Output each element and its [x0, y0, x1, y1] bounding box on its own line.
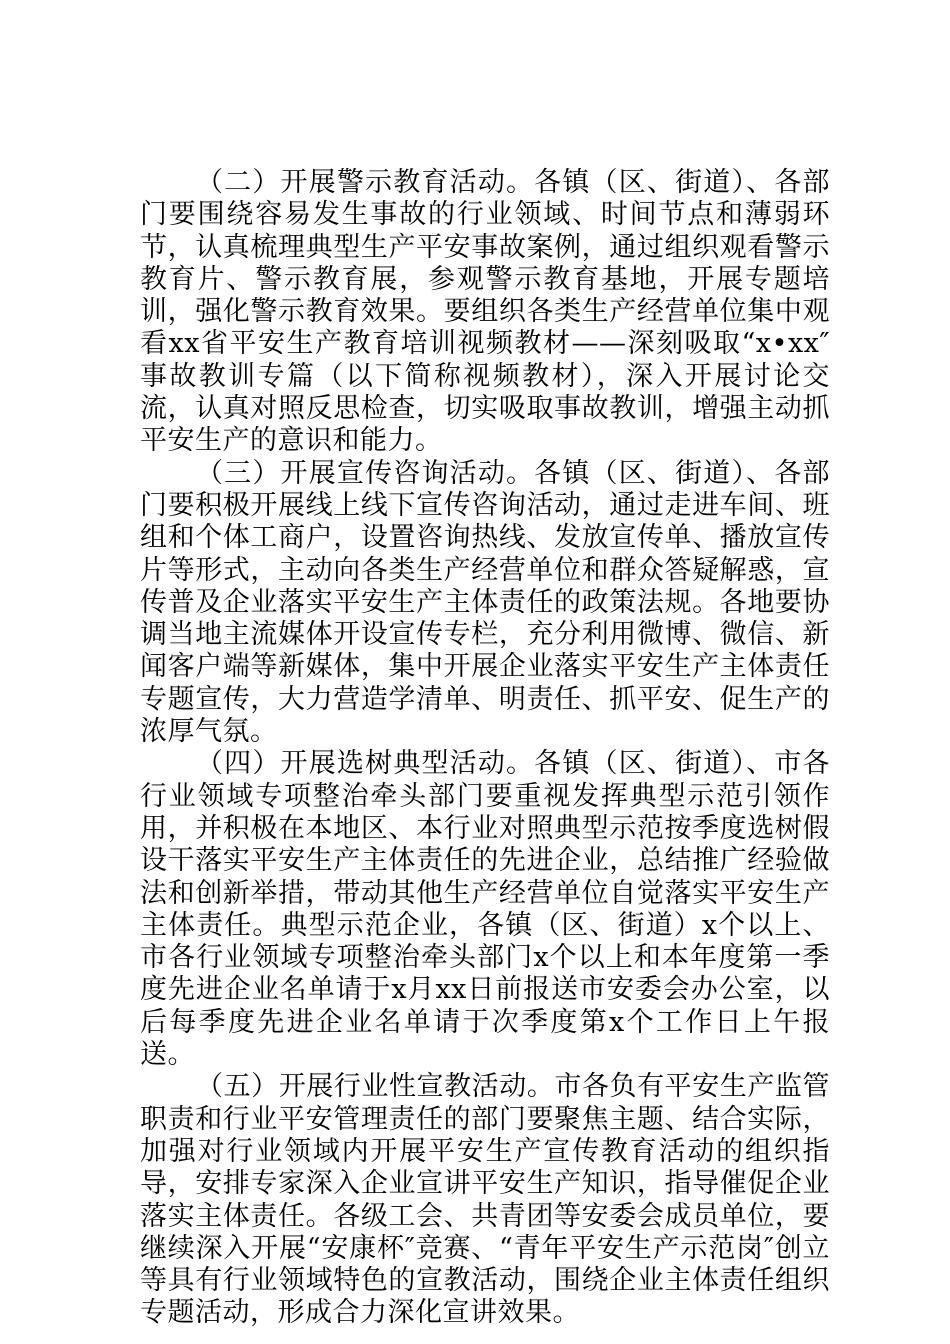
paragraph-publicity-consulting: （三）开展宣传咨询活动。各镇（区、街道）、各部门要积极开展线上线下宣传咨询活动，通过走进车间、班组和个体工商户，设置咨询热线、发放宣传单、播放宣传片等形式，主动向各类生产经营单位和群众答疑解惑，宣传普及企业落实平安生产主体责任的政策法规。各地要协调当地主流媒体开设宣传专栏，充分利用微博、微信、新闻客户端等新媒体，集中开展企业落实平安生产主体责任专题宣传，大力营造学清单、明责任、抓平安、促生产的浓厚气氛。 [140, 457, 830, 748]
paragraph-warning-education: （二）开展警示教育活动。各镇（区、街道）、各部门要围绕容易发生事故的行业领域、时间节点和薄弱环节，认真梳理典型生产平安事故案例，通过组织观看警示教育片、警示教育展，参观警示教育基地，开展专题培训，强化警示教育效果。要组织各类生产经营单位集中观看xx省平安生产教育培训视频教材——深刻吸取“x•xx″事故教训专篇（以下简称视频教材），深入开展讨论交流，认真对照反思检查，切实吸取事故教训，增强主动抓平安生产的意识和能力。 [140, 167, 830, 457]
document-body [140, 167, 830, 1330]
paragraph-industry-education: （五）开展行业性宣教活动。市各负有平安生产监管职责和行业平安管理责任的部门要聚焦主题、结合实际，加强对行业领域内开展平安生产宣传教育活动的组织指导，安排专家深入企业宣讲平安生产知识，指导催促企业落实主体责任。各级工会、共青团等安委会成员单位，要继续深入开展“安康杯″竞赛、“青年平安生产示范岗″创立等具有行业领域特色的宣教活动，围绕企业主体责任组织专题活动，形成合力深化宣讲效果。 [140, 1071, 830, 1329]
paragraph-model-selection: （四）开展选树典型活动。各镇（区、街道）、市各行业领域专项整治牵头部门要重视发挥典型示范引领作用，并积极在本地区、本行业对照典型示范按季度选树假设干落实平安生产主体责任的先进企业，总结推广经验做法和创新举措，带动其他生产经营单位自觉落实平安生产主体责任。典型示范企业，各镇（区、街道）x个以上、市各行业领域专项整治牵头部门x个以上和本年度第一季度先进企业名单请于x月xx日前报送市安委会办公室，以后每季度先进企业名单请于次季度第x个工作日上午报送。 [140, 748, 830, 1071]
